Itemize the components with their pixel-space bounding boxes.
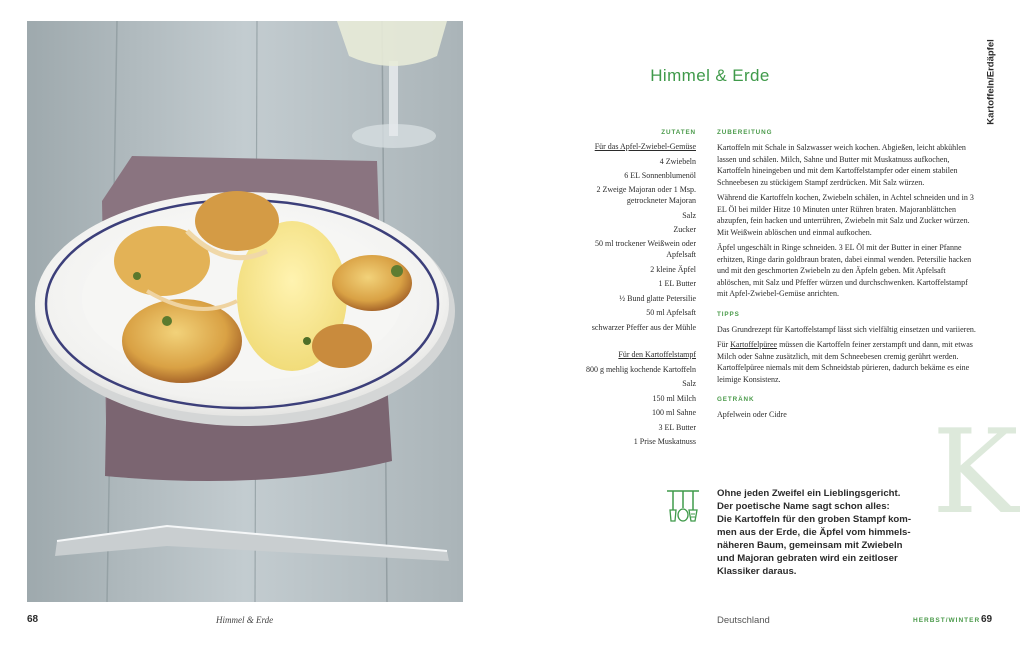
intro-quote-line: Die Kartoffeln für den groben Stampf kom-	[717, 514, 912, 525]
ingredient-line: Apfelsaft	[666, 249, 696, 259]
ingredients-column	[556, 128, 696, 450]
tips-keyword: Kartoffelpüree	[730, 340, 778, 349]
ingredient-line: getrockneter Majoran	[626, 195, 696, 205]
kitchen-utensils-icon-graphic	[665, 488, 701, 524]
intro-quote	[717, 487, 952, 578]
chapter-side-tab	[984, 28, 998, 136]
ingredient-line: 100 ml Sahne	[652, 408, 696, 417]
footer-title-left: Himmel & Erde	[216, 615, 274, 625]
ingredient-line: 800 g mehlig kochende Kartoffeln	[585, 364, 696, 374]
ingredient-line: Salz	[682, 210, 696, 220]
ingredient-line: 2 Zweige Majoran oder 1 Msp.	[596, 184, 696, 194]
ingredient-line: 50 ml trockener Weißwein oder	[595, 238, 696, 248]
chapter-initial-letter: K	[932, 405, 1019, 540]
kitchen-utensils-icon	[665, 488, 701, 524]
preparation-step: Äpfel ungeschält in Ringe schneiden. 3 EL Öl mit der Butter in einer Pfanne erhitzen, Ringe darin goldbraun braten, dabei einmal wenden. Petersilie hacken und mit den geschmorten Zwiebeln zu den Äpfeln geben. Mit Apfelsaft ablöschen, mit Salz und Pfeffer würzen und durchschwenken. Kartoffelstampf mit Apfel-Zwiebel-Gemüse anrichten.	[717, 243, 972, 298]
intro-quote-line: Ohne jeden Zweifel ein Lieblingsgericht.	[717, 488, 901, 499]
footer-season: HERBST/WINTER	[913, 617, 981, 624]
intro-quote-line: men aus der Erde, die Äpfel vom himmels-	[717, 527, 911, 538]
ingredient-line: 1 EL Butter	[658, 279, 696, 288]
ingredient-line: 6 EL Sonnenblumenöl	[624, 171, 696, 180]
page-number-right: 69	[981, 614, 993, 625]
ingredient-line: Zucker	[673, 225, 696, 234]
ingredient-line: 150 ml Milch	[652, 393, 696, 403]
ingredient-line: 2 kleine Äpfel	[650, 264, 696, 274]
drink-label: GETRÄNK	[717, 396, 755, 403]
intro-quote-line: Der poetische Name sagt schon alles:	[717, 501, 890, 512]
food-photo	[27, 21, 463, 602]
tips-paragraph: Das Grundrezept für Kartoffelstampf lässt sich vielfältig einsetzen und variieren.	[717, 324, 976, 334]
ingredient-group-title: Für das Apfel-Zwiebel-Gemüse	[594, 142, 696, 151]
ingredients-label: ZUTATEN	[661, 129, 696, 136]
intro-quote-line: näheren Baum, gemeinsam mit Zwiebeln	[717, 540, 903, 551]
preparation-label: ZUBEREITUNG	[717, 129, 773, 136]
ingredient-line: schwarzer Pfeffer aus der Mühle	[591, 322, 696, 332]
recipe-title: Himmel & Erde	[650, 66, 770, 85]
preparation-column	[717, 128, 979, 425]
tips-text: Für	[717, 340, 731, 349]
ingredient-line: 4 Zwiebeln	[659, 156, 696, 166]
footer-country: Deutschland	[717, 615, 770, 626]
intro-quote-line: und Majoran gebraten wird ein zeitloser	[717, 553, 898, 564]
page-number-left: 68	[27, 614, 39, 625]
ingredient-line: 3 EL Butter	[658, 422, 696, 432]
tips-label: TIPPS	[717, 310, 740, 318]
ingredient-line: ½ Bund glatte Petersilie	[619, 293, 696, 303]
tips-paragraph	[717, 339, 979, 385]
intro-quote-line: Klassiker daraus.	[717, 566, 797, 577]
food-photo-illustration	[27, 21, 463, 602]
ingredient-line: Salz	[682, 379, 696, 388]
preparation-step: Während die Kartoffeln kochen, Zwiebeln schälen, in Achtel schneiden und in 3 EL Öl bei milder Hitze 10 Minuten unter Rühren braten. Majoranblättchen abzupfen, fein hacken und unterrühren, Zwiebeln mit Salz und Zucker würzen. Mit Weißwein ablöschen und einmal aufkochen.	[717, 193, 974, 237]
chapter-side-tab-label: Kartoffeln/Erdäpfel	[985, 39, 997, 125]
drink-text: Apfelwein oder Cidre	[717, 410, 787, 419]
ingredient-line: 1 Prise Muskatnuss	[633, 437, 696, 446]
ingredient-group-title: Für den Kartoffelstampf	[618, 350, 696, 359]
tips-text: müssen die Kartoffeln feiner zerstampft und dann, mit etwas Milch oder Sahne zusätzlich, mit dem Schneebesen cremig gerührt werden. Kartoffelpüree niemals mit dem Schneidstab pürieren, dadurch bekäme es eine leimige Konsistenz.	[717, 340, 973, 384]
ingredient-line: 50 ml Apfelsaft	[646, 308, 696, 317]
preparation-step: Kartoffeln mit Schale in Salzwasser weich kochen. Abgießen, leicht abkühlen lassen und schälen. Milch, Sahne und Butter mit Muskatnuss aufkochen, Kartoffeln hineingeben und mit dem Kartoffelstampfer oder einem stabilen Schneebesen zu stückigem Stampf zerdrücken. Mit Salz würzen.	[717, 143, 966, 187]
